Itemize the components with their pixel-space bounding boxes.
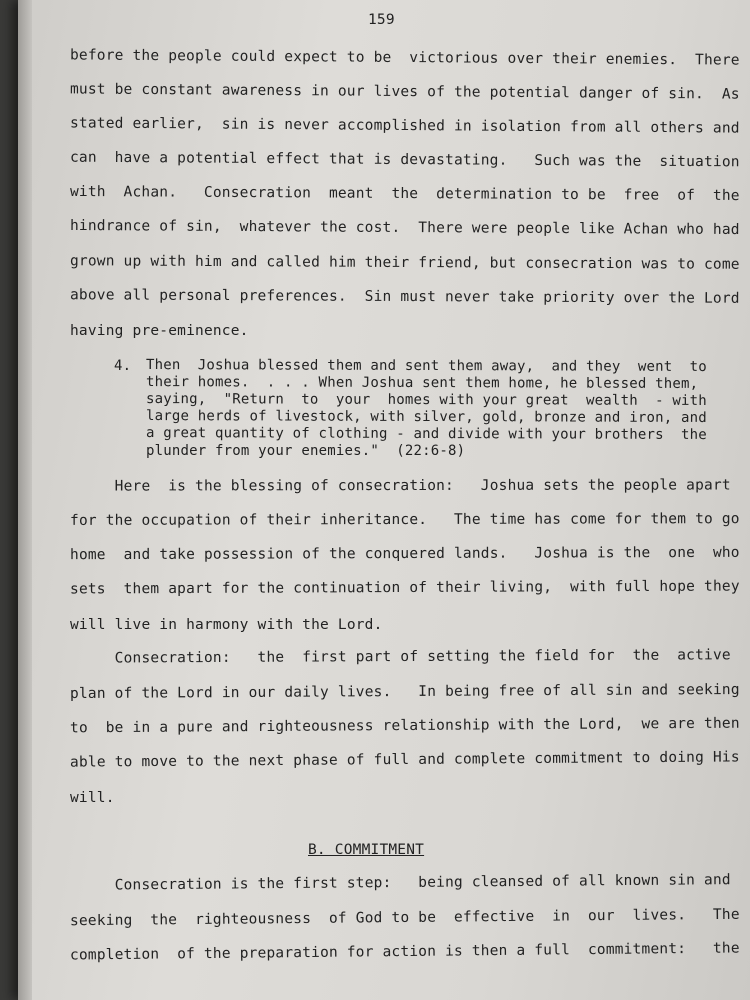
- quote-line: plunder from your enemies." (22:6-8): [146, 443, 466, 459]
- paragraph-2-line: will live in harmony with the Lord.: [70, 617, 383, 633]
- paragraph-4-line: completion of the preparation for action is then a full commitment: the: [69, 940, 740, 964]
- paragraph-1-line: having pre-eminence.: [70, 323, 249, 339]
- paragraph-1-line: can have a potential effect that is devastating. Such was the situation: [69, 149, 740, 171]
- paragraph-3-line: able to move to the next phase of full and complete commitment to doing His: [69, 749, 740, 771]
- page-number: 159: [368, 12, 395, 28]
- paragraph-1-line: grown up with him and called him their friend, but consecration was to come: [69, 253, 740, 273]
- quote-line: Then Joshua blessed them and sent them away, and they went to: [145, 357, 707, 375]
- document-page: [18, 0, 750, 1000]
- quote-line: saying, "Return to your homes with your great wealth - with: [145, 391, 707, 409]
- quote-line: large herds of livestock, with silver, gold, bronze and iron, and: [145, 408, 707, 426]
- paragraph-1-line: must be constant awareness in our lives of the potential danger of sin. As: [69, 81, 740, 103]
- paragraph-2-line: Here is the blessing of consecration: Joshua sets the people apart: [69, 477, 731, 495]
- paragraph-3-line: to be in a pure and righteousness relationship with the Lord, we are then: [69, 715, 740, 737]
- paragraph-2-line: home and take possession of the conquered lands. Joshua is the one who: [69, 544, 740, 564]
- paragraph-4-line: seeking the righteousness of God to be effective in our lives. The: [69, 906, 740, 930]
- quote-line: their homes. . . . When Joshua sent them home, he blessed them,: [145, 374, 699, 392]
- quote-line: a great quantity of clothing - and divide with your brothers the: [145, 425, 707, 443]
- quote-number: 4.: [114, 358, 132, 374]
- paragraph-3-line: Consecration: the first part of setting the field for the active: [69, 647, 731, 667]
- paragraph-2-line: sets them apart for the continuation of their living, with full hope they: [69, 578, 740, 598]
- paragraph-1-line: before the people could expect to be victorious over their enemies. There: [69, 47, 740, 69]
- paragraph-1-line: stated earlier, sin is never accomplished in isolation from all others and: [69, 115, 740, 137]
- paragraph-3-line: will.: [70, 790, 115, 806]
- paragraph-1-line: above all personal preferences. Sin must never take priority over the Lord: [69, 287, 740, 307]
- paragraph-1-line: hindrance of sin, whatever the cost. There were people like Achan who had: [69, 217, 740, 239]
- paragraph-2-line: for the occupation of their inheritance. The time has come for them to go: [69, 511, 740, 529]
- paragraph-4-line: Consecration is the first step: being cleansed of all known sin and: [69, 872, 731, 894]
- paragraph-1-line: with Achan. Consecration meant the determination to be free of the: [69, 183, 740, 205]
- section-heading: B. COMMITMENT: [308, 842, 425, 858]
- book-binding-edge: [18, 0, 32, 1000]
- paragraph-3-line: plan of the Lord in our daily lives. In being free of all sin and seeking: [69, 681, 740, 703]
